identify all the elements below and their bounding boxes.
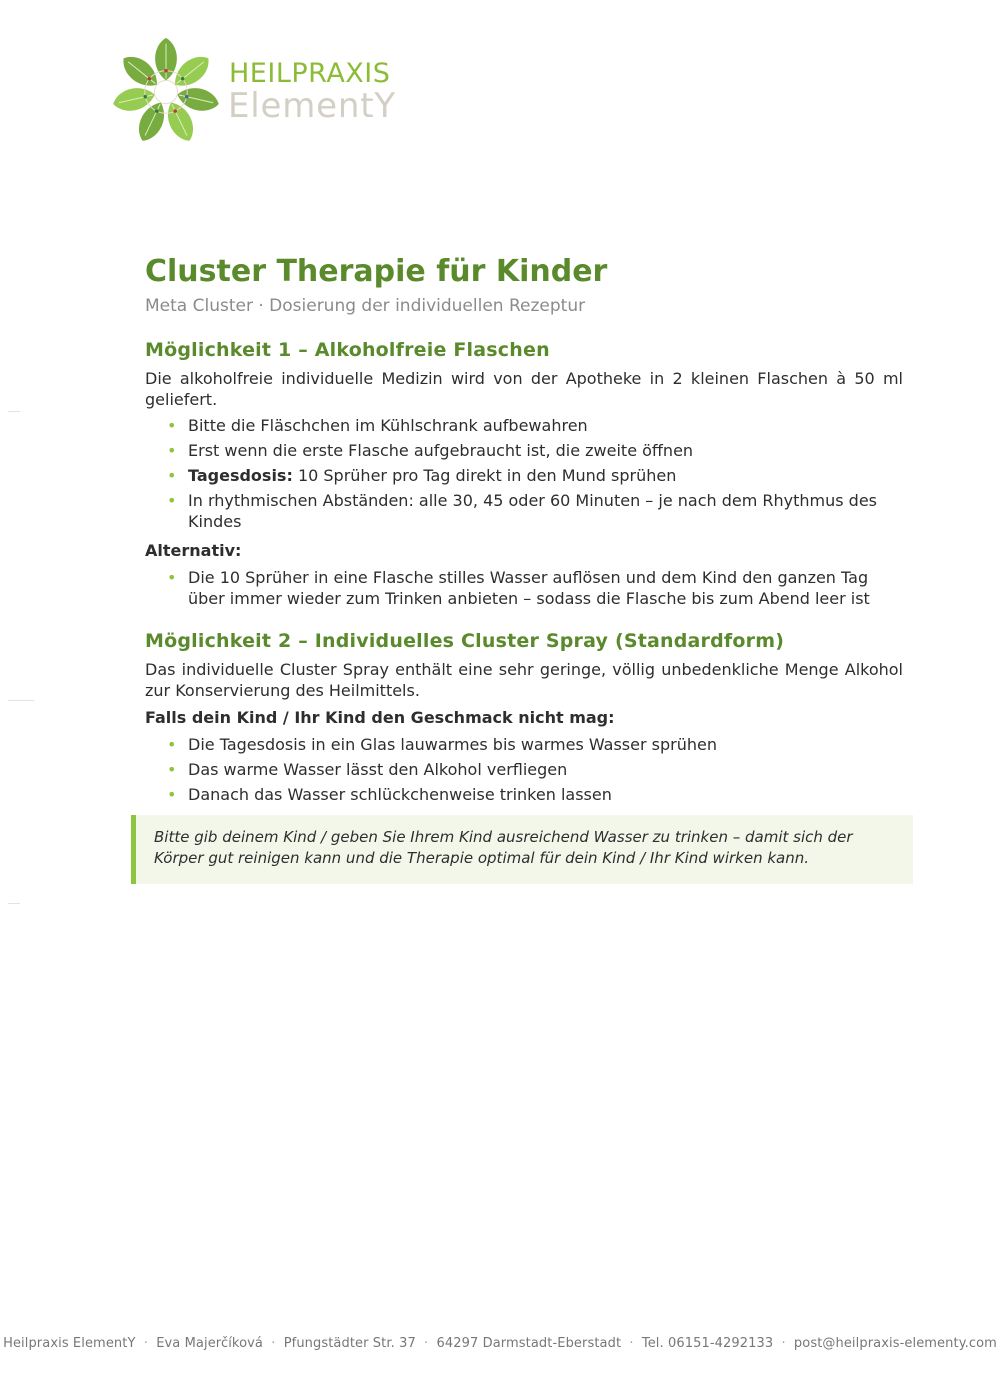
page-title: Cluster Therapie für Kinder bbox=[145, 254, 608, 289]
list-item-text: Erst wenn die erste Flasche aufgebraucht ist, die zweite öffnen bbox=[188, 441, 694, 460]
footer-item: 64297 Darmstadt-Eberstadt bbox=[436, 1336, 622, 1351]
bullet-icon: • bbox=[167, 735, 177, 754]
logo bbox=[108, 34, 408, 152]
list-item bbox=[167, 759, 903, 780]
section-2-intro: Das individuelle Cluster Spray enthält eine sehr geringe, völlig unbedenkliche Menge Alkohol zur Konservierung des Heilmittels. bbox=[145, 660, 903, 700]
alternative-list bbox=[145, 567, 903, 609]
footer-separator: · bbox=[267, 1336, 280, 1351]
list-item-text: Danach das Wasser schlückchenweise trinken lassen bbox=[188, 785, 612, 804]
bullet-icon: • bbox=[167, 760, 177, 779]
footer-separator: · bbox=[139, 1336, 153, 1351]
list-item-text: 10 Sprüher pro Tag direkt in den Mund sprühen bbox=[292, 466, 677, 485]
bullet-icon: • bbox=[167, 441, 177, 460]
leaf-mandala-logo-icon bbox=[108, 34, 224, 150]
bullet-icon: • bbox=[167, 785, 177, 804]
list-item-text: Das warme Wasser lässt den Alkohol verfliegen bbox=[188, 760, 568, 779]
alternative-label: Alternativ: bbox=[145, 541, 242, 560]
footer-item: Tel. 06151-4292133 bbox=[641, 1336, 774, 1351]
bullet-icon: • bbox=[167, 491, 177, 510]
list-item-text: Die 10 Sprüher in eine Flasche stilles Wasser auflösen und dem Kind den ganzen Tag über immer wieder zum Trinken anbieten – sodass die Flasche bis zum Abend leer ist bbox=[188, 568, 870, 608]
section-1-heading: Möglichkeit 1 – Alkoholfreie Flaschen bbox=[145, 339, 550, 361]
list-item bbox=[167, 440, 903, 461]
section-2-heading: Möglichkeit 2 – Individuelles Cluster Spray (Standardform) bbox=[145, 630, 785, 652]
list-item bbox=[167, 784, 903, 805]
list-item bbox=[167, 415, 903, 436]
footer-item: Heilpraxis ElementY bbox=[3, 1336, 136, 1351]
list-item-text: In rhythmischen Abständen: alle 30, 45 oder 60 Minuten – je nach dem Rhythmus des Kindes bbox=[188, 491, 878, 531]
margin-mark bbox=[8, 903, 20, 904]
section-2-list bbox=[145, 734, 903, 805]
section-1-intro: Die alkoholfreie individuelle Medizin wird von der Apotheke in 2 kleinen Flaschen à 50 ml geliefert. bbox=[145, 369, 903, 409]
list-item-text: Die Tagesdosis in ein Glas lauwarmes bis warmes Wasser sprühen bbox=[188, 735, 717, 754]
bullet-icon: • bbox=[167, 416, 177, 435]
list-item bbox=[167, 734, 903, 755]
brand-name-line2: ElementY bbox=[228, 86, 396, 126]
footer-separator: · bbox=[419, 1336, 433, 1351]
footer-item: Eva Majerčíková bbox=[156, 1336, 263, 1351]
footer-item: Pfungstädter Str. 37 bbox=[283, 1336, 416, 1351]
footer-separator: · bbox=[625, 1336, 638, 1351]
margin-mark bbox=[8, 411, 20, 412]
bullet-icon: • bbox=[167, 466, 177, 485]
list-item bbox=[167, 490, 903, 532]
list-item-strong: Tagesdosis: bbox=[188, 466, 293, 485]
brand-name-line1: HEILPRAXIS bbox=[229, 58, 391, 89]
footer-separator: · bbox=[777, 1336, 790, 1351]
footer bbox=[0, 1336, 1000, 1351]
hydration-note bbox=[131, 815, 913, 884]
list-item-text: Bitte die Fläschchen im Kühlschrank aufbewahren bbox=[188, 416, 588, 435]
document-content bbox=[145, 252, 903, 809]
section-1-list bbox=[145, 415, 903, 532]
list-item bbox=[167, 465, 903, 486]
hydration-note-text: Bitte gib deinem Kind / geben Sie Ihrem Kind ausreichend Wasser zu trinken – damit sich der Körper gut reinigen kann und die Therapie optimal für dein Kind / Ihr Kind wirken kann. bbox=[154, 828, 853, 867]
page-subtitle: Meta Cluster · Dosierung der individuellen Rezeptur bbox=[145, 296, 586, 316]
bullet-icon: • bbox=[167, 568, 177, 587]
list-item bbox=[167, 567, 903, 609]
footer-item: post@heilpraxis-elementy.com bbox=[793, 1336, 997, 1351]
section-2-label: Falls dein Kind / Ihr Kind den Geschmack nicht mag: bbox=[145, 708, 615, 727]
margin-mark bbox=[8, 700, 34, 701]
